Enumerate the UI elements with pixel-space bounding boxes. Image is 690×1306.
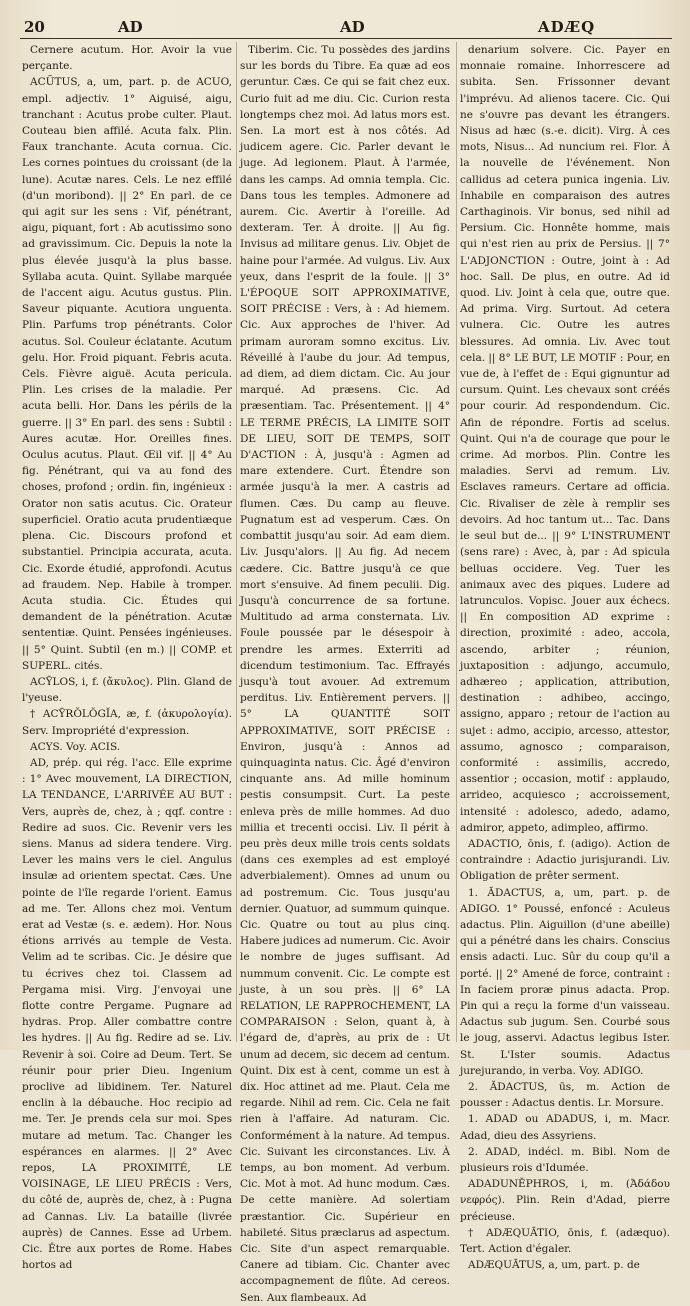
entry-ad: AD, prép. qui rég. l'acc. Elle exprime : 1° Avec mouvement, LA DIRECTION, LA TENDANCE, L'ARRIVÉE AU BUT : Vers, auprès de, chez, à ; qqf. contre : Redire ad suos. Cic. Revenir vers les siens. Manus ad sidera tendere. Virg. Lever les mains vers le ciel. Angulus insulæ ad orientem spectat. Cæs. Une pointe de l'île regarde l'orient. Eamus ad me. Ter. Allons chez moi. Ventum erat ad Vestæ (s. e. ædem). Hor. Nous étions arrivés au temple de Vesta. Velim ad te scribas. Cic. Je désire que tu écrives chez toi. Classem ad Pergama misi. Virg. J'envoyai une flotte contre Pergame. Pugnare ad hydras. Prop. Aller combattre contre les hydres. || Au fig. Redire ad se. Liv. Revenir à soi. Coire ad Deum. Tert. Se réunir pour prier Dieu. Ingenium proclive ad libidinem. Ter. Naturel enclin à la débauche. Hoc recipio ad me. Ter. Je prends cela sur moi. Spes mutare ad metum. Tac. Changer les espérances en alarmes. || 2° Avec repos, LA PROXIMITÉ, LE VOISINAGE, LE LIEU PRÉCIS : Vers, du côté de, auprès de, chez, à : Pugna ad Cannas. Liv. La bataille (livrée auprès) de Cannes. Esse ad Urbem. Cic. Être aux portes de Rome. Habes hortos ad [22,756,232,1272]
header-rule [20,38,672,39]
header-left-word: AD [118,18,143,36]
entry-adaequatus: ADÆQUĀTUS, a, um, part. p. de [468,1259,640,1272]
entry-adad-1: 1. ADAD ou ADADUS, i, m. Macr. Adad, dieu des Assyriens. [460,1113,670,1142]
entry-ad-continued: denarium solvere. Cic. Payer en monnaie romaine. Inhorrescere ad subita. Sen. Frissonner devant l'imprévu. Ad alienos tacere. Cic. Qui ne s'ouvre pas devant les étrangers. Nisus ad hæc (s.-e. dicit). Virg. À ces mots, Nisus... Ad nuncium rei. Flor. À la nouvelle de l'événement. Non callidus ad cetera punica ingenia. Liv. Inhabile en comparaison des autres Carthaginois. Vir bonus, sed nihil ad Persium. Cic. Honnête homme, mais qui n'est rien au prix de Persius. || 7° L'ADJONCTION : Outre, joint à : Ad hoc. Sall. De plus, en outre. Ad id quod. Liv. Joint à cela que, outre que. Ad prima. Virg. Surtout. Ad cetera vulnera. Cic. Outre les autres blessures. Ad omnia. Liv. Avec tout cela. || 8° LE BUT, LE MOTIF : Pour, en vue de, à l'effet de : Equi gignuntur ad cursum. Quint. Les chevaux sont créés pour courir. Ad respondendum. Cic. Afin de répondre. Fortis ad scelus. Quint. Qui n'a de courage que pour le crime. Ad morbos. Plin. Contre les maladies. Servi ad remum. Liv. Esclaves rameurs. Certare ad officia. Cic. Rivaliser de zèle à remplir ses devoirs. Ad hoc tantum ut... Tac. Dans le seul but de... || 9° L'INSTRUMENT (sens rare) : Avec, à, par : Ad spicula belluas occidere. Veg. Tuer les animaux avec des piques. Ludere ad latrunculos. Vopisc. Jouer aux échecs. || En composition AD exprime : direction, proximité : adeo, accola, ascendo, arbiter ; réunion, juxtaposition : adjungo, accumulo, adhæreo ; application, attribution, destination : adhibeo, accingo, assigno, apparo ; retour de l'action au sujet : admo, accipio, arcesso, attestor, assumo, agnosco ; comparaison, conformité : assimilis, accredo, assentior ; occasion, motif : applaudo, arrideo, acquiesco ; accroissement, intensité : adolesco, adedo, adamo, admiror, appeto, adimpleo, affirmo. [460,44,670,834]
entry-adaequatio: † ADÆQUĀTIO, ōnis, f. (adæquo). Tert. Action d'égaler. [460,1226,670,1256]
entry-acylos: ACȲLOS, i, f. (ἄκυλος). Plin. Gland de l'yeuse. [22,675,232,705]
column-3 [460,42,670,1272]
header-right-word: ADÆQ [538,18,596,36]
entry-adad-2: 2. ADAD, indécl. m. Bibl. Nom de plusieurs rois d'Idumée. [460,1145,670,1175]
running-header [0,14,690,40]
entry-paragraph: Cernere acutum. Hor. Avoir la vue perçante. [22,44,232,73]
entry-ad-continued: Tiberim. Cic. Tu possèdes des jardins sur les bords du Tibre. Ea quæ ad eos geruntur. Cæs. Ce qui se fait chez eux. Curio fuit ad me diu. Cic. Curion resta longtemps chez moi. Ad latus mors est. Sen. La mort est à nos côtés. Ad judicem agere. Cic. Parler devant le juge. Ad legionem. Plaut. À l'armée, dans les camps. Ad omnia templa. Cic. Dans tous les temples. Admonere ad aurem. Cic. Avertir à l'oreille. Ad dexteram. Ter. À droite. || Au fig. Invisus ad militare genus. Liv. Objet de haine pour l'armée. Ad vulgus. Liv. Aux yeux, dans l'esprit de la foule. || 3° L'ÉPOQUE SOIT APPROXIMATIVE, SOIT PRÉCISE : Vers, à : Ad hiemem. Cic. Aux approches de l'hiver. Ad primam auroram somno excitus. Liv. Réveillé à l'aube du jour. Ad tempus, ad diem, ad diem dictam. Cic. Au jour marqué. Ad præsens. Cic. Ad præsentiam. Tac. Présentement. || 4° LE TERME PRÉCIS, LA LIMITE SOIT DE LIEU, SOIT DE TEMPS, SOIT D'ACTION : À, jusqu'à : Agmen ad mare extendere. Curt. Étendre son armée jusqu'à la mer. A castris ad flumen. Cæs. Du camp au fleuve. Pugnatum est ad vesperum. Cæs. On combattit jusqu'au soir. Ad eam diem. Liv. Jusqu'alors. || Au fig. Ad necem cædere. Cic. Battre jusqu'à ce que mort s'ensuive. Ad finem peculii. Dig. Jusqu'à concurrence de sa fortune. Multitudo ad arma consternata. Liv. Foule poussée par le désespoir à prendre les armes. Exterriti ad dicendum testimonium. Tac. Effrayés jusqu'à tout avouer. Ad extremum perditus. Liv. Entièrement pervers. || 5° LA QUANTITÉ SOIT APPROXIMATIVE, SOIT PRÉCISE : Environ, jusqu'à : Annos ad quinquaginta natus. Cic. Âgé d'environ cinquante ans. Ad mille hominum pestis consumpsit. Curt. La peste enleva près de mille hommes. Ad duo millia et trecenti occisi. Liv. Il périt à peu près deux mille trois cents soldats (dans ces exemples ad est employé adverbialement). Omnes ad unum ou ad postremum. Cic. Tous jusqu'au dernier. Quatuor, ad summum quinque. Cic. Quatre ou tout au plus cinq. Habere judices ad numerum. Cic. Avoir le nombre de juges suffisant. Ad nummum convenit. Cic. Le compte est juste, à un sou près. || 6° LA RELATION, LE RAPPROCHEMENT, LA COMPARAISON : Selon, quant à, à l'égard de, d'après, au prix de : Ut unum ad decem, sic decem ad centum. Quint. Dix est à cent, comme un est à dix. Hoc attinet ad me. Plaut. Cela me regarde. Nihil ad rem. Cic. Cela ne fait rien à l'affaire. Ad naturam. Cic. Conformément à la nature. Ad tempus. Cic. Suivant les circonstances. Liv. À temps, au bon moment. Ad verbum. Cic. Mot à mot. Ad hunc modum. Cæs. De cette manière. Ad solertiam præstantior. Cic. Supérieur en habileté. Situs præclarus ad aspectum. Cic. Site d'un aspect remarquable. Canere ad tibiam. Cic. Chanter avec accompagnement de flûte. Ad cereos. Sen. Aux flambeaux. Ad [240,44,451,1304]
entry-acutus: ACŪTUS, a, um, part. p. de ACUO, empl. adjectiv. 1° Aiguisé, aigu, tranchant : Acutus probe culter. Plaut. Couteau bien affilé. Acuta falx. Plin. Faux tranchante. Acuta cornua. Cic. Les cornes pointues du croissant (de la lune). Acutæ nares. Cels. Le nez effilé (d'un moribond). || 2° En parl. de ce qui agit sur les sens : Vif, pénétrant, aigu, piquant, fort : Ab acutissimo sono ad gravissimum. Cic. Depuis la note la plus élevée jusqu'à la plus basse. Syllaba acuta. Quint. Syllabe marquée de l'accent aigu. Acutus gustus. Plin. Saveur piquante. Acutiora unguenta. Plin. Parfums trop pénétrants. Color acutus. Sol. Couleur éclatante. Acutum gelu. Hor. Froid piquant. Febris acuta. Cels. Fièvre aiguë. Acuta pericula. Plin. Les crises de la maladie. Per acuta belli. Hor. Dans les périls de la guerre. || 3° En parl. des sens : Subtil : Aures acutæ. Hor. Oreilles fines. Oculus acutus. Plaut. Œil vif. || 4° Au fig. Pénétrant, qui va au fond des choses, profond ; ordin. fin, ingénieux : Orator non satis acutus. Cic. Orateur superficiel. Oratio acuta prudentiæque plena. Cic. Discours profond et substantiel. Principia accurata, acuta. Cic. Exorde étudié, approfondi. Acutus ad fraudem. Nep. Habile à tromper. Acuta studia. Cic. Études qui demandent de la pénétration. Acutæ sententiæ. Quint. Pensées ingénieuses. || 5° Quint. Subtil (en m.) || COMP. et SUPERL. cités. [22,76,232,672]
header-center-word: AD [340,18,365,36]
column-divider [456,42,457,1042]
entry-adactus-2: 2. ĂDACTUS, ūs, m. Action de pousser : Adactus dentis. Lr. Morsure. [460,1081,670,1110]
column-divider [236,42,237,1042]
column-2 [240,42,451,1304]
entry-adactus-1: 1. ĂDACTUS, a, um, part. p. de ADIGO. 1° Poussé, enfoncé : Aculeus adactus. Plin. Aiguillon (d'une abeille) qui a pénétré dans les chairs. Conscius ensis adacti. Luc. Sûr du coup qu'il a porté. || 2° Amené de force, contraint : In faciem proræ pinus adacta. Prop. Pin qui a reçu la forme d'un vaisseau. Adactus sub jugum. Sen. Courbé sous le joug, asservi. Adactus legibus Ister. St. L'Ister soumis. Adactus jurejurando, in verba. Voy. ADIGO. [460,886,670,1077]
column-1 [22,42,232,1272]
entry-adadunephros: ADADUNĔPHROS, i, m. (Ἀδάδου νεφρός). Plin. Rein d'Adad, pierre précieuse. [460,1178,670,1223]
entry-acys: ACYS. Voy. ACIS. [30,740,121,753]
page-number: 20 [24,18,45,36]
entry-adactio: ADACTIO, ōnis, f. (adigo). Action de contraindre : Adactio jurisjurandi. Liv. Obligation de prêter serment. [460,837,670,883]
entry-acyrologia: † ACȲRŎLŎGĬA, æ, f. (ἀκυρολογία). Serv. Impropriété d'expression. [22,708,232,737]
